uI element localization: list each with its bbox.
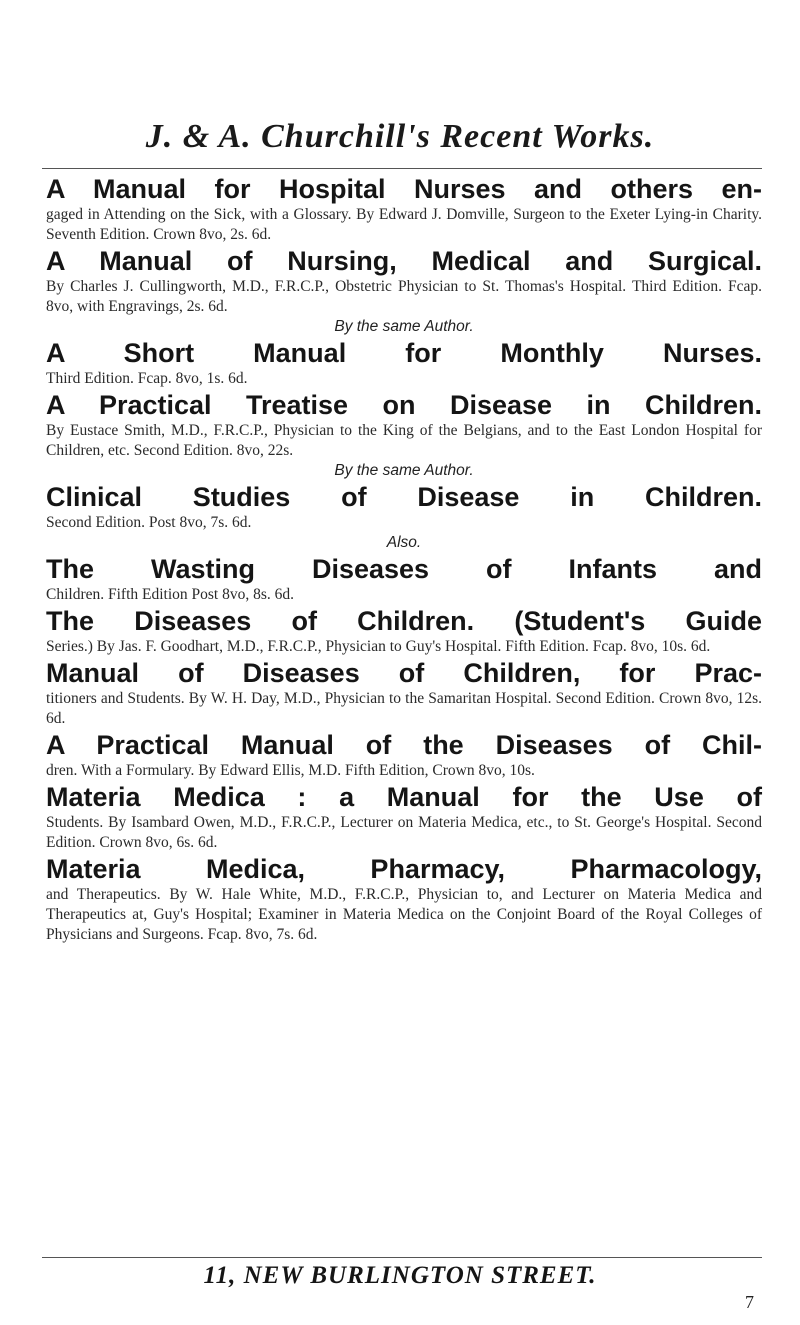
book-description: dren. With a Formulary. By Edward Ellis, M.D. Fifth Edition, Crown 8vo, 10s. (46, 762, 535, 779)
book-entry (46, 245, 762, 337)
book-title: Materia Medica : a Manual for the Use of (46, 782, 762, 812)
book-description: By Eustace Smith, M.D., F.R.C.P., Physician to the King of the Belgians, and to the East London Hospital for Children, etc. Second Edition. 8vo, 22s. (46, 422, 762, 459)
book-entry (46, 337, 762, 389)
book-title: A Short Manual for Monthly Nurses. (46, 338, 762, 368)
book-description: Second Edition. Post 8vo, 7s. 6d. (46, 514, 252, 531)
publisher-address: 11, NEW BURLINGTON STREET. (203, 1262, 597, 1289)
book-description: Third Edition. Fcap. 8vo, 1s. 6d. (46, 370, 248, 387)
book-title: A Manual of Nursing, Medical and Surgical. (46, 246, 762, 276)
book-title: A Practical Treatise on Disease in Children. (46, 390, 762, 420)
book-title: A Practical Manual of the Diseases of Chil- (46, 730, 762, 760)
book-title: Materia Medica, Pharmacy, Pharmacology, (46, 854, 762, 884)
book-entry (46, 173, 762, 245)
book-entry (46, 553, 762, 605)
book-entry (46, 781, 762, 853)
author-note: Also. (386, 534, 422, 551)
book-description: Students. By Isambard Owen, M.D., F.R.C.P., Lecturer on Materia Medica, etc., to St. George's Hospital. Second Edition. Crown 8vo, 6s. 6d. (46, 814, 762, 851)
book-title: A Manual for Hospital Nurses and others en- (46, 174, 762, 204)
book-description: Series.) By Jas. F. Goodhart, M.D., F.R.C.P., Physician to Guy's Hospital. Fifth Edition. Fcap. 8vo, 10s. 6d. (46, 638, 711, 655)
page-header: J. & A. Churchill's Recent Works. (145, 118, 655, 155)
book-description: titioners and Students. By W. H. Day, M.D., Physician to the Samaritan Hospital. Second Edition. Crown 8vo, 12s. 6d. (46, 690, 762, 727)
bottom-rule (42, 1257, 762, 1258)
book-entry (46, 657, 762, 729)
book-title: Clinical Studies of Disease in Children. (46, 482, 762, 512)
book-description: and Therapeutics. By W. Hale White, M.D., F.R.C.P., Physician to, and Lecturer on Materia Medica and Therapeutics at, Guy's Hospital; Examiner in Materia Medica on the Conjoint Board of the Royal Colleges of Physicians and Surgeons. Fcap. 8vo, 7s. 6d. (46, 886, 762, 943)
book-entry (46, 481, 762, 553)
book-entry (46, 389, 762, 481)
author-note: By the same Author. (334, 462, 474, 479)
book-title: The Diseases of Children. (Student's Guide (46, 606, 762, 636)
book-entry (46, 605, 762, 657)
author-note: By the same Author. (334, 318, 474, 335)
book-description: Children. Fifth Edition Post 8vo, 8s. 6d. (46, 586, 295, 603)
book-description: By Charles J. Cullingworth, M.D., F.R.C.P., Obstetric Physician to St. Thomas's Hospital. Third Edition. Fcap. 8vo, with Engravings, 2s. 6d. (46, 278, 762, 315)
book-title: The Wasting Diseases of Infants and (46, 554, 762, 584)
book-entry (46, 853, 762, 945)
page-number: 7 (745, 1292, 754, 1312)
book-description: gaged in Attending on the Sick, with a Glossary. By Edward J. Domville, Surgeon to the Exeter Lying-in Charity. Seventh Edition. Crown 8vo, 2s. 6d. (46, 206, 762, 243)
book-list (46, 173, 762, 945)
top-rule (42, 168, 762, 169)
book-title: Manual of Diseases of Children, for Prac- (46, 658, 762, 688)
book-entry (46, 729, 762, 781)
